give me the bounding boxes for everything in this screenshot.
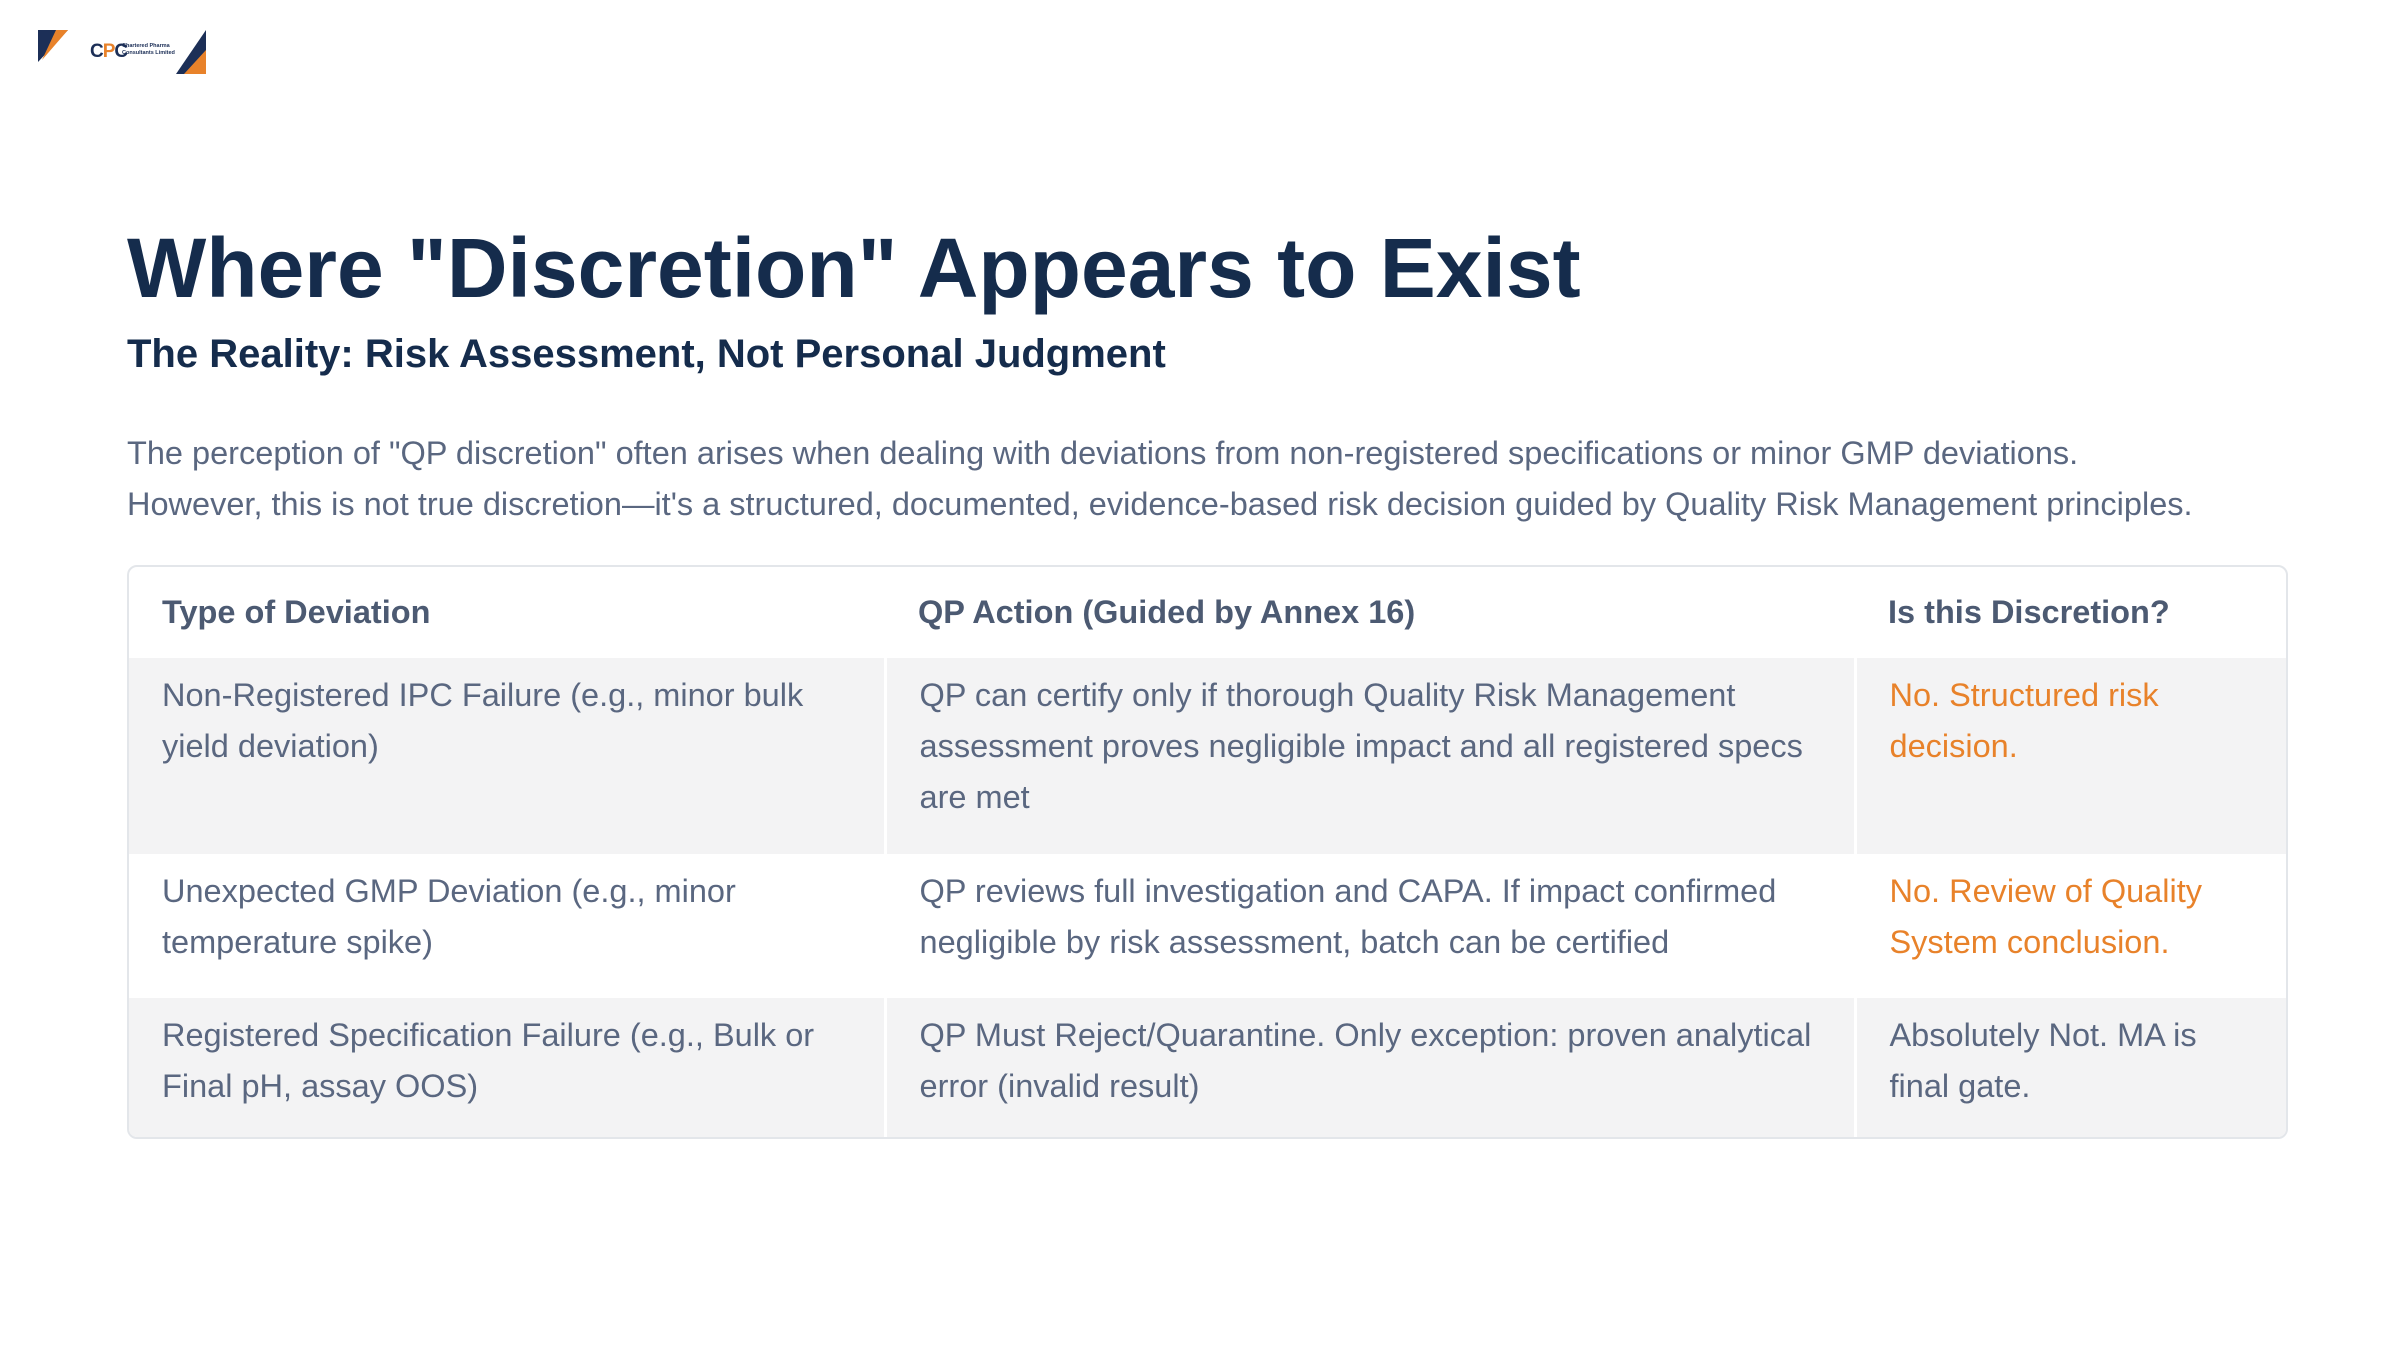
cell-qp-action: QP reviews full investigation and CAPA. If impact confirmed negligible by risk assessment, batch can be certified <box>885 854 1855 998</box>
cell-deviation-type: Unexpected GMP Deviation (e.g., minor temperature spike) <box>129 854 885 998</box>
cell-qp-action: QP can certify only if thorough Quality Risk Management assessment proves negligible impact and all registered specs are met <box>885 658 1855 854</box>
company-logo <box>38 30 208 76</box>
cell-deviation-type: Non-Registered IPC Failure (e.g., minor bulk yield deviation) <box>129 658 885 854</box>
page-subtitle: The Reality: Risk Assessment, Not Personal Judgment <box>127 332 1166 376</box>
intro-line-1: The perception of "QP discretion" often arises when dealing with deviations from non-registered specifications or minor GMP deviations. <box>127 435 2079 471</box>
deviation-table <box>127 565 2288 1139</box>
table-row <box>129 998 2288 1139</box>
cell-discretion: No. Review of Quality System conclusion. <box>1855 854 2288 998</box>
header-is-discretion: Is this Discretion? <box>1888 594 2170 630</box>
table-header-row <box>129 567 2288 658</box>
table-row <box>129 854 2288 998</box>
cell-deviation-type: Registered Specification Failure (e.g., Bulk or Final pH, assay OOS) <box>129 998 885 1139</box>
logo-mark-c2: C <box>114 41 128 62</box>
logo-company-line1: Chartered Pharma <box>122 43 170 49</box>
header-qp-action: QP Action (Guided by Annex 16) <box>918 594 1416 630</box>
logo-company-line2: Consultants Limited <box>122 50 175 56</box>
deviation-table-grid <box>129 567 2288 1139</box>
logo-company-name <box>122 43 175 57</box>
cell-discretion: Absolutely Not. MA is final gate. <box>1855 998 2288 1139</box>
cell-discretion: No. Structured risk decision. <box>1855 658 2288 854</box>
logo-mark-p: P <box>102 41 115 62</box>
table-row <box>129 658 2288 854</box>
header-type-of-deviation: Type of Deviation <box>162 594 431 630</box>
intro-paragraph <box>127 428 2327 530</box>
cell-qp-action: QP Must Reject/Quarantine. Only exception: proven analytical error (invalid result) <box>885 998 1855 1139</box>
page-title: Where "Discretion" Appears to Exist <box>127 221 1581 315</box>
intro-line-2: However, this is not true discretion—it's a structured, documented, evidence-based risk decision guided by Quality Risk Management principles. <box>127 486 2193 522</box>
logo-mark-c1: C <box>90 41 103 62</box>
